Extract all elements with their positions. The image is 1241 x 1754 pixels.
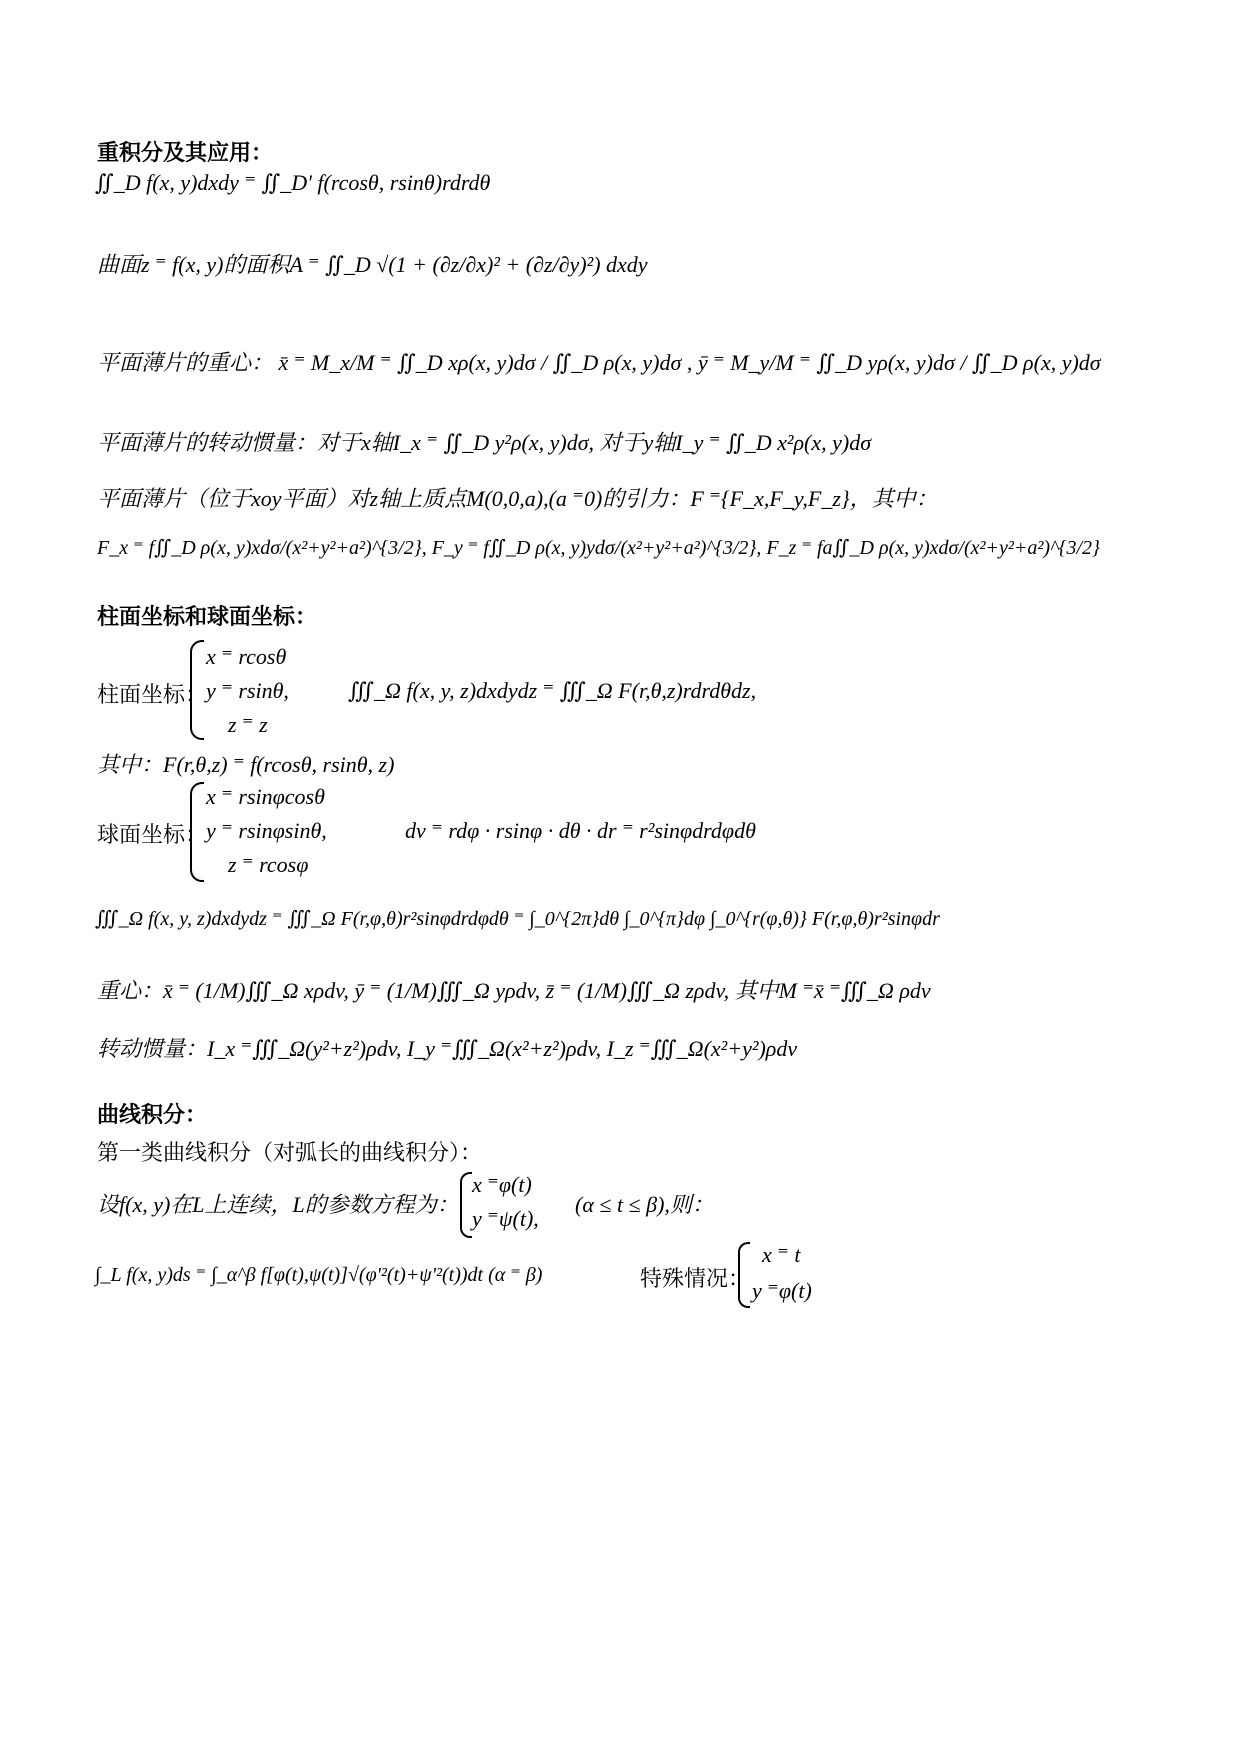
first-kind-title <box>97 1136 482 1167</box>
cyl-eq-x: x ⁼ rcosθ <box>206 644 287 669</box>
formula-text: 转动惯量：I_x ⁼∭_Ω(y²+z²)ρdv, I_y ⁼∭_Ω(x²+z²)ρdv, I_z ⁼∭_Ω(x²+y²)ρdv <box>97 1036 798 1061</box>
formula-lamina-centroid <box>97 346 1101 377</box>
special-eq-x: x ⁼ t <box>762 1242 801 1267</box>
formula-arc-length-integral <box>95 1262 542 1287</box>
formula-text: 其中：F(r,θ,z) ⁼ f(rcosθ, rsinθ, z) <box>97 752 395 777</box>
formula-text: ∭_Ω f(x, y, z)dxdydz ⁼ ∭_Ω F(r,φ,θ)r²sinφdrdφdθ ⁼ ∫_0^{2π}dθ ∫_0^{π}dφ ∫_0^{r(φ,θ)} F(r,φ,θ)r²sinφdr <box>95 908 940 930</box>
cyl-integral: ∭_Ω f(x, y, z)dxdydz ⁼ ∭_Ω F(r,θ,z)rdrdθdz, <box>348 678 757 703</box>
spherical-label: 球面坐标： <box>97 822 208 847</box>
param-eq-y: y ⁼ψ(t), <box>472 1206 539 1231</box>
special-case-label: 特殊情况： <box>640 1266 751 1291</box>
left-brace <box>738 1242 750 1308</box>
param-eq-x: x ⁼φ(t) <box>472 1172 532 1197</box>
cyl-eq-z: z ⁼ z <box>228 712 268 737</box>
formula-solid-inertia <box>97 1032 797 1063</box>
formula-text: 设f(x, y)在L上连续，L的参数方程为： <box>97 1192 459 1217</box>
formula-text: ∬_D f(x, y)dxdy ⁼ ∬_D' f(rcosθ, rsinθ)rdrdθ <box>95 170 491 195</box>
section-heading-coordinates: 柱面坐标和球面坐标： <box>97 605 318 630</box>
left-brace <box>460 1172 472 1238</box>
formula-gravitation-components <box>97 535 1100 560</box>
formula-polar-transform <box>95 170 490 196</box>
sph-eq-z: z ⁼ rcosφ <box>228 852 309 877</box>
formula-text: 平面薄片（位于xoy平面）对z轴上质点M(0,0,a),(a ⁼0)的引力：F ⁼{F_x,F_y,F_z}，其中： <box>97 486 938 511</box>
formula-text: 平面薄片的重心： x̄ ⁼ M_x/M ⁼ ∬_D xρ(x, y)dσ / ∬_D ρ(x, y)dσ , ȳ ⁼ M_y/M ⁼ ∬_D yρ(x, y)dσ / ∬_D ρ(x, y)dσ <box>97 350 1101 375</box>
section-heading-line-integrals: 曲线积分： <box>97 1103 208 1128</box>
special-eq-y: y ⁼φ(t) <box>752 1278 812 1303</box>
param-statement <box>97 1188 459 1219</box>
formula-text: 重心：x̄ ⁼ (1/M)∭_Ω xρdv, ȳ ⁼ (1/M)∭_Ω yρdv, z̄ ⁼ (1/M)∭_Ω zρdv, 其中M ⁼x̄ ⁼∭_Ω ρdv <box>97 978 931 1003</box>
sph-eq-x: x ⁼ rsinφcosθ <box>206 784 325 809</box>
sph-volume-element: dv ⁼ rdφ · rsinφ · dθ · dr ⁼ r²sinφdrdφdθ <box>405 818 756 843</box>
formula-text: F_x ⁼ f∬_D ρ(x, y)xdσ/(x²+y²+a²)^{3/2}, F_y ⁼ f∬_D ρ(x, y)ydσ/(x²+y²+a²)^{3/2}, F_z ⁼ fa∬_D ρ(x, y)xdσ/(x²+y²+a²)^{3/2} <box>97 537 1100 559</box>
formula-text: 第一类曲线积分（对弧长的曲线积分）： <box>97 1141 483 1166</box>
section-heading-multiple-integrals: 重积分及其应用： <box>97 141 274 166</box>
formula-text: ∫_L f(x, y)ds ⁼ ∫_α^β f[φ(t),ψ(t)]√(φ'²(t)+ψ'²(t))dt (α ⁼ β) <box>95 1264 543 1286</box>
cylindrical-where <box>97 748 394 779</box>
left-brace <box>190 782 204 882</box>
cylindrical-label: 柱面坐标： <box>97 682 208 707</box>
sph-eq-y: y ⁼ rsinφsinθ, <box>206 818 327 843</box>
cyl-eq-y: y ⁼ rsinθ, <box>206 678 289 703</box>
formula-spherical-integral <box>95 906 940 931</box>
formula-lamina-inertia <box>97 426 871 457</box>
formula-gravitation-intro <box>97 482 938 513</box>
formula-text: 平面薄片的转动惯量：对于x轴I_x ⁼ ∬_D y²ρ(x, y)dσ, 对于y轴I_y ⁼ ∬_D x²ρ(x, y)dσ <box>97 430 872 455</box>
formula-surface-area <box>97 248 648 279</box>
formula-text: 曲面z ⁼ f(x, y)的面积A ⁼ ∬_D √(1 + (∂z/∂x)² + (∂z/∂y)²) dxdy <box>97 252 648 277</box>
left-brace <box>190 640 204 740</box>
param-range: (α ≤ t ≤ β),则： <box>575 1192 714 1217</box>
formula-solid-centroid <box>97 974 931 1005</box>
